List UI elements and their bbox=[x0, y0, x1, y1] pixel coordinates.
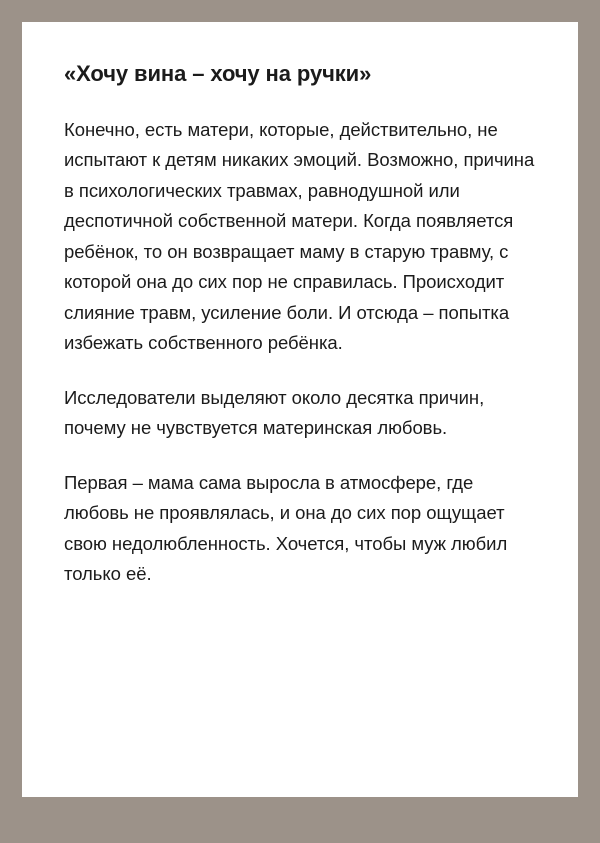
body-paragraph: Первая – мама сама выросла в атмосфере, где любовь не проявлялась, и она до сих пор ощущает свою недолюбленность. Хочется, чтобы муж любил только её. bbox=[64, 471, 508, 585]
body-paragraph: Исследователи выделяют около десятка причин, почему не чувствуется материнская любовь. bbox=[64, 386, 485, 439]
body-paragraph: Конечно, есть матери, которые, действительно, не испытают к детям никаких эмоций. Возможно, причина в психологических травмах, равнодушной или деспотичной собственной матери. Когда появляется ребёнок, то он возвращает маму в старую травму, с которой она до сих пор не справилась. Происходит слияние травм, усиление боли. И отсюда – попытка избежать собственного ребёнка. bbox=[64, 118, 535, 354]
page-title: «Хочу вина – хочу на ручки» bbox=[64, 61, 372, 86]
document-card bbox=[22, 22, 578, 797]
